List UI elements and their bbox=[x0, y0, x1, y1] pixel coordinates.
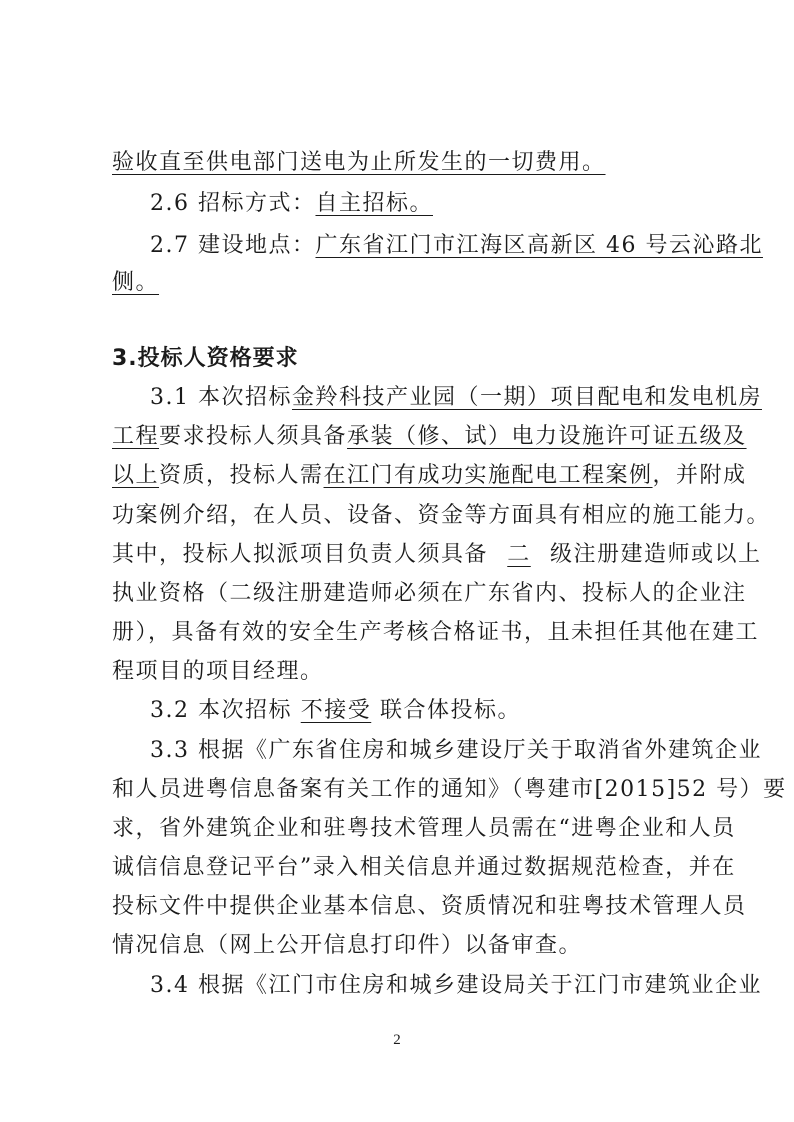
text-segment: 要求投标人须具备 bbox=[159, 424, 348, 449]
paragraph-3-3-line-3: 求，省外建筑企业和驻粤技术管理人员需在“进粤企业和人员 bbox=[112, 816, 736, 841]
paragraph-3-1-line-1 bbox=[150, 387, 762, 409]
construction-location-value: 广东省江门市江海区高新区 46 号云沁路北 bbox=[315, 233, 763, 258]
text-segment: 资质，投标人需 bbox=[159, 463, 324, 488]
paragraph-3-1-line-8: 程项目的项目经理。 bbox=[112, 659, 324, 684]
license-requirement: 承装（修、试）电力设施许可证五级及 bbox=[347, 424, 747, 449]
text-segment: 其中，投标人拟派项目负责人须具备 bbox=[112, 542, 489, 567]
tender-method-value: 自主招标。 bbox=[315, 191, 433, 216]
constructor-grade-blank: 二 bbox=[507, 542, 531, 567]
section-heading-qualifications: 3.投标人资格要求 bbox=[112, 346, 299, 371]
cost-scope-text: 验收直至供电部门送电为止所发生的一切费用。 bbox=[112, 150, 606, 175]
tender-method-line bbox=[150, 193, 433, 215]
paragraph-3-3-line-5: 投标文件中提供企业基本信息、资质情况和驻粤技术管理人员 bbox=[112, 894, 747, 919]
project-name: 金羚科技产业园（一期）项目配电和发电机房 bbox=[291, 385, 762, 410]
paragraph-3-1-line-7: 册），具备有效的安全生产考核合格证书，且未担任其他在建工 bbox=[112, 620, 760, 645]
paragraph-3-3-line-2: 和人员进粤信息备案有关工作的通知》（粤建市[2015]52 号）要 bbox=[112, 777, 787, 802]
construction-location-label: 2.7 建设地点： bbox=[150, 233, 316, 258]
text-segment: 级注册建造师或以上 bbox=[550, 542, 762, 567]
paragraph-3-4-line-1: 3.4 根据《江门市住房和城乡建设局关于江门市建筑业企业 bbox=[150, 973, 762, 998]
paragraph-3-1-line-3 bbox=[112, 465, 747, 487]
text-segment: 联合体投标。 bbox=[379, 698, 521, 723]
text-segment: ，并附成 bbox=[652, 463, 747, 488]
construction-location-line bbox=[150, 235, 763, 257]
construction-location-line-2 bbox=[112, 272, 159, 294]
construction-location-value-cont: 侧。 bbox=[112, 270, 160, 295]
paragraph-3-3-line-1: 3.3 根据《广东省住房和城乡建设厅关于取消省外建筑企业 bbox=[150, 738, 762, 763]
license-requirement-cont: 以上 bbox=[112, 463, 160, 488]
tender-method-label: 2.6 招标方式： bbox=[150, 191, 316, 216]
cost-continuation-line bbox=[112, 152, 606, 174]
paragraph-3-3-line-6: 情况信息（网上公开信息打印件）以备审查。 bbox=[112, 933, 583, 958]
page-number: 2 bbox=[393, 1032, 401, 1048]
paragraph-3-1-line-4: 功案例介绍，在人员、设备、资金等方面具有相应的施工能力。 bbox=[112, 503, 771, 528]
consortium-acceptance-blank: 不接受 bbox=[300, 698, 372, 723]
project-name-cont: 工程 bbox=[112, 424, 160, 449]
case-requirement: 在江门有成功实施配电工程案例 bbox=[323, 463, 653, 488]
paragraph-3-1-line-2 bbox=[112, 426, 747, 448]
paragraph-3-1-line-5 bbox=[112, 544, 762, 566]
paragraph-3-3-line-4: 诚信信息登记平台”录入相关信息并通过数据规范检查，并在 bbox=[112, 855, 736, 880]
text-segment: 3.2 本次招标 bbox=[150, 698, 292, 723]
text-segment: 3.1 本次招标 bbox=[150, 385, 292, 410]
paragraph-3-1-line-6: 执业资格（二级注册建造师必须在广东省内、投标人的企业注 bbox=[112, 581, 747, 606]
paragraph-3-2 bbox=[150, 700, 521, 722]
